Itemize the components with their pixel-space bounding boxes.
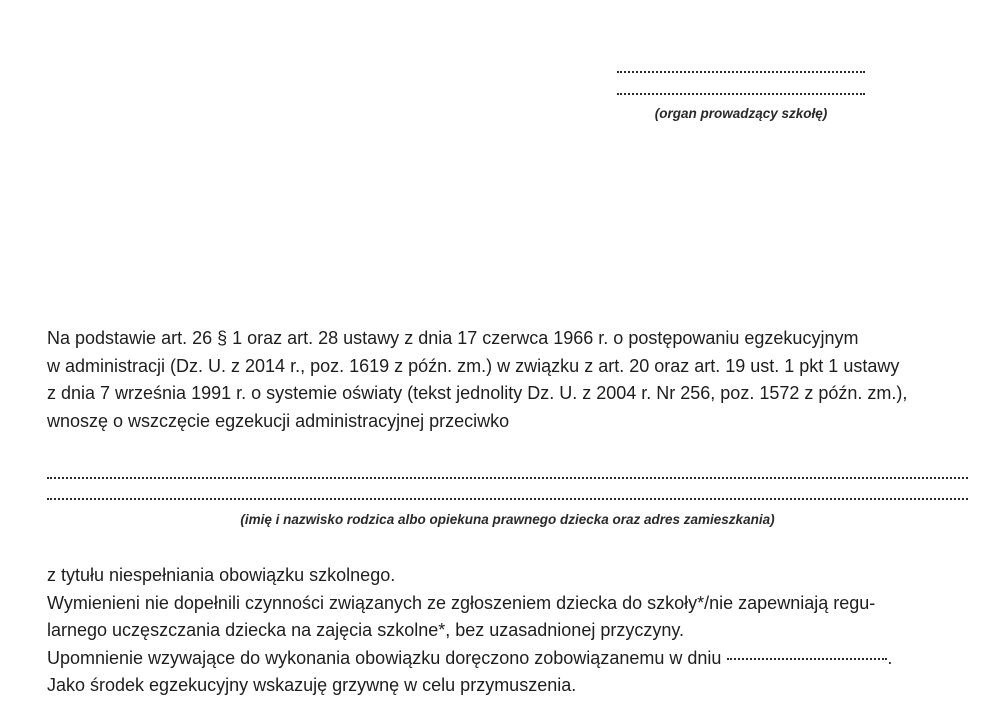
intro-line: wnoszę o wszczęcie egzekucji administracyjnej przeciwko <box>47 410 510 431</box>
organ-name-line-2[interactable] <box>617 93 865 95</box>
intro-line: Na podstawie art. 26 § 1 oraz art. 28 ustawy z dnia 17 czerwca 1966 r. o postępowaniu egzekucyjnym <box>47 328 859 348</box>
closing-line: larnego uczęszczania dziecka na zajęcia szkolne*, bez uzasadnionej przyczyny. <box>47 620 685 640</box>
parent-name-line-2[interactable] <box>47 498 968 500</box>
intro-line: z dnia 7 września 1991 r. o systemie oświaty (tekst jednolity Dz. U. z 2004 r. Nr 256, poz. 1572 z późn. zm.), <box>47 383 908 403</box>
intro-paragraph <box>47 325 907 435</box>
reminder-text: Upomnienie wzywające do wykonania obowiązku doręczono zobowiązanemu w dniu <box>47 647 722 668</box>
reminder-date-field[interactable] <box>727 658 887 660</box>
organ-caption: (organ prowadzący szkołę) <box>654 106 828 121</box>
organ-name-line-1[interactable] <box>617 71 865 73</box>
closing-paragraph <box>47 562 892 700</box>
closing-line: z tytułu niespełniania obowiązku szkolnego. <box>47 565 396 585</box>
date-suffix: . <box>887 647 893 668</box>
intro-line: w administracji (Dz. U. z 2014 r., poz. 1619 z późn. zm.) w związku z art. 20 oraz art. 19 ust. 1 pkt 1 ustawy <box>47 355 900 376</box>
parent-name-line-1[interactable] <box>47 477 968 479</box>
parent-caption: (imię i nazwisko rodzica albo opiekuna prawnego dziecka oraz adres zamieszkania) <box>240 512 775 527</box>
reminder-date-line <box>47 645 892 673</box>
closing-line: Wymienieni nie dopełnili czynności związanych ze zgłoszeniem dziecka do szkoły*/nie zapewniają regu- <box>47 592 876 613</box>
closing-line: Jako środek egzekucyjny wskazuję grzywnę w celu przymuszenia. <box>47 675 577 695</box>
